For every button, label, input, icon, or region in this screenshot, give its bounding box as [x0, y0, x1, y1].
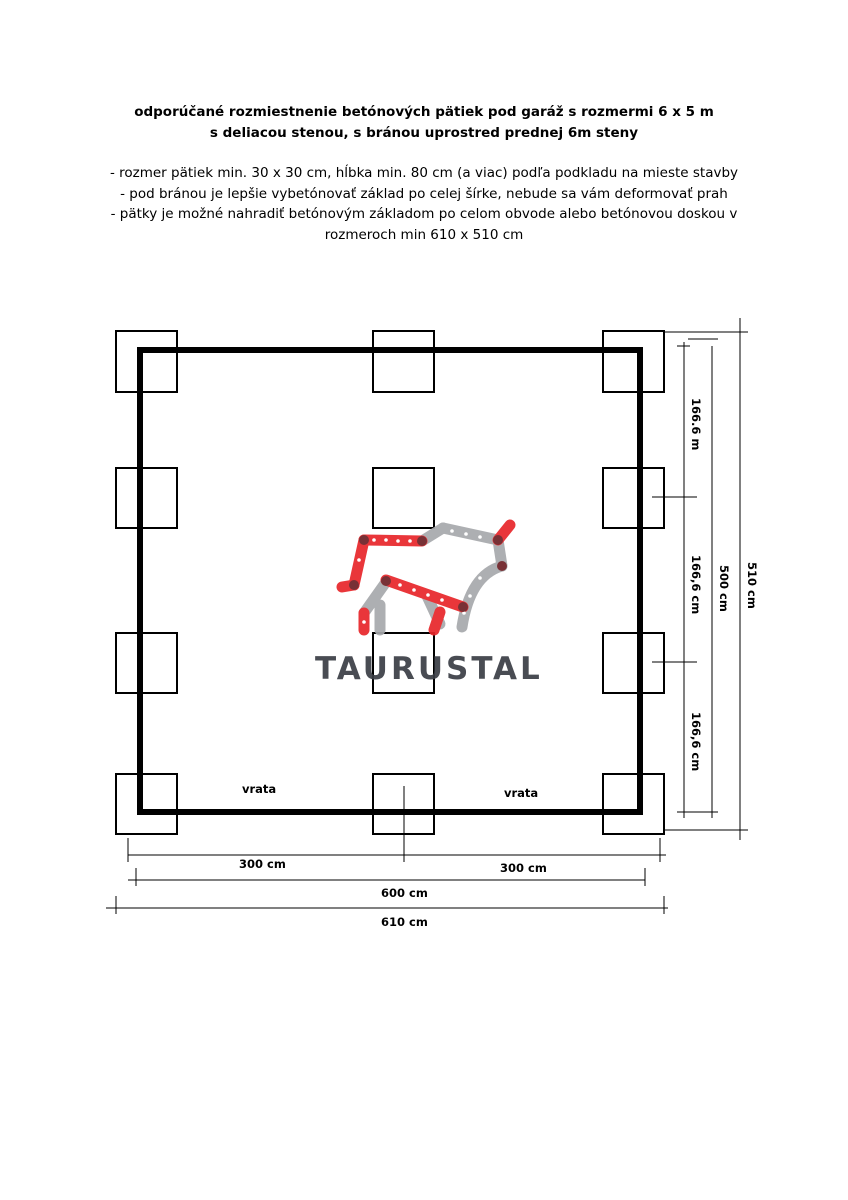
note-2: - pod bránou je lepšie vybetónovať základ po celej šírke, nebude sa vám deformovať prah — [120, 185, 728, 202]
footing-right-3 — [603, 633, 664, 693]
dim-depth-outer: 510 cm — [745, 562, 759, 609]
title-line-1: odporúčané rozmiestnenie betónových pätiek pod garáž s rozmermi 6 x 5 m — [134, 104, 714, 120]
dim-depth-inner: 500 cm — [717, 565, 731, 612]
footing-center-partition — [373, 468, 434, 528]
note-3: - pätky je možné nahradiť betónovým základom po celom obvode alebo betónovou doskou v — [110, 206, 738, 222]
dim-seg-bottom: 166,6 cm — [689, 712, 703, 772]
footing-right-2 — [603, 468, 664, 528]
dim-width-outer: 610 cm — [381, 915, 428, 929]
note-4: rozmeroch min 610 x 510 cm — [324, 226, 524, 243]
gate-right-label: vrata — [504, 786, 539, 800]
dim-right-half: 300 cm — [500, 861, 547, 875]
dimension-lines — [106, 318, 748, 914]
dim-seg-top: 166.6 m — [689, 398, 703, 451]
footing-left-2 — [116, 468, 177, 528]
footing-top-right — [603, 331, 664, 392]
footing-top-center — [373, 331, 434, 392]
footing-left-3 — [116, 633, 177, 693]
dim-seg-middle: 166,6 cm — [689, 555, 703, 615]
note-1: - rozmer pätiek min. 30 x 30 cm, hĺbka min. 80 cm (a viac) podľa podkladu na mieste stavby — [109, 165, 739, 181]
taurustal-logo — [315, 525, 543, 687]
footing-bottom-right — [603, 774, 664, 834]
footing-top-left — [116, 331, 177, 392]
gate-left-label: vrata — [242, 782, 277, 796]
footing-bottom-left — [116, 774, 177, 834]
dim-width-inner: 600 cm — [381, 886, 428, 900]
dim-left-half: 300 cm — [239, 857, 286, 871]
title-line-2: s deliacou stenou, s bránou uprostred prednej 6m steny — [209, 125, 639, 141]
logo-text: TAURUSTAL — [315, 651, 543, 687]
